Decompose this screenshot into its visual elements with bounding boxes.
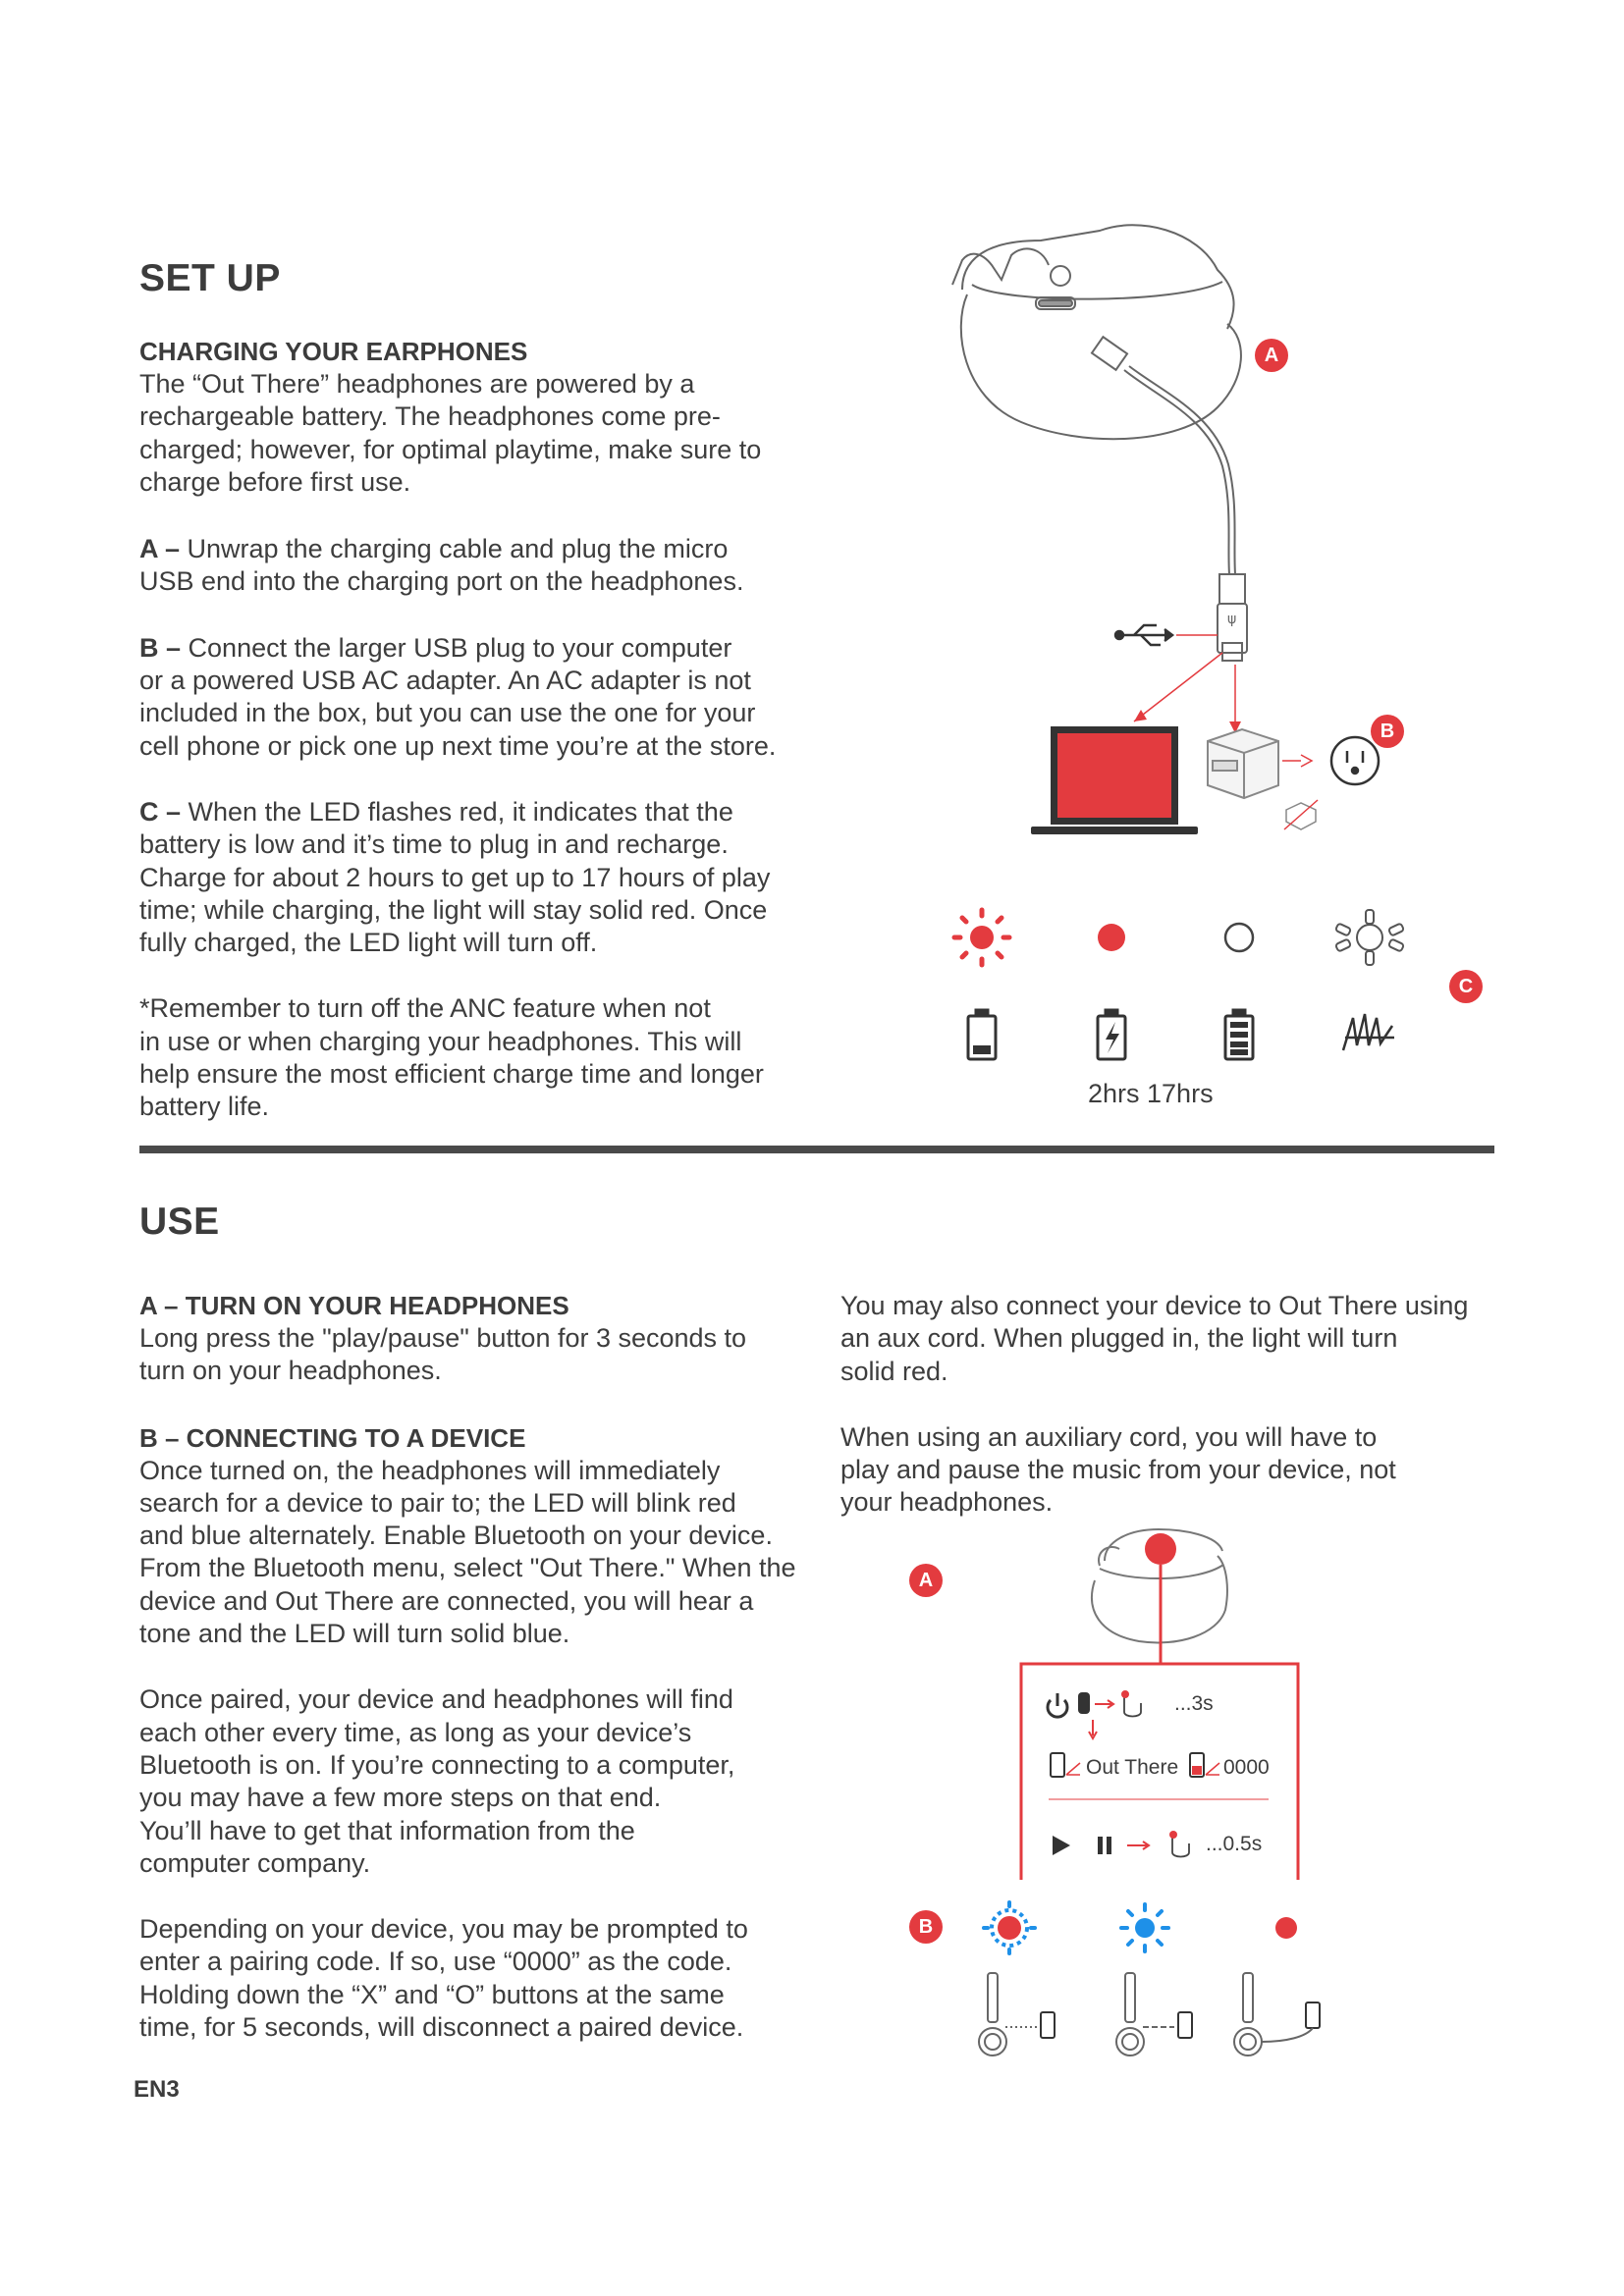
step-b-text: Connect the larger USB plug to your computer or a powered USB AC adapter. An AC adapter is not included in the box, but you can use the one for your cell phone or pick one up next time you’re at the store. [139,632,777,761]
headphone-bluetooth-searching-icon [979,1973,1055,2056]
package-icon [1284,800,1318,829]
power-icon [1048,1693,1067,1717]
pin-code-label: 0000 [1223,1756,1270,1779]
setup-badge-c: C [1449,970,1483,1003]
use-title: USE [139,1201,220,1243]
anc-note: *Remember to turn off the ANC feature when not in use or when charging your headphones. This will help ensure the most efficient charge time and longer battery life. [139,993,764,1122]
power-hold-time: ...3s [1174,1692,1214,1715]
aux-control-text: When using an auxiliary cord, you will have to play and pause the music from your device, not your headphones. [840,1421,1396,1518]
led-blinking-red-blue-icon [984,1902,1035,1953]
step-c-text: When the LED flashes red, it indicates that the battery is low and it’s time to plug in and recharge. Charge for about 2 hours to get up to 17 hours of play time; while charging, the light will stay solid red. Once fully charged, the LED light will turn off. [139,796,771,958]
use-right-column [840,1290,1518,1520]
charging-intro: The “Out There” headphones are powered by a rechargeable battery. The headphones come pre- charged; however, for optimal playtime, make sure to charge before first use. [139,369,762,497]
led-blue-icon [1121,1904,1168,1951]
play-icon [1053,1836,1070,1855]
led-blinking-red-icon [954,910,1009,965]
phone-icon [1190,1753,1204,1777]
step-a-label: A – [139,534,181,564]
usb-symbol-icon [1115,625,1172,645]
connect-text: Once turned on, the headphones will immediately search for a device to pair to; the LED will blink red and blue alternately. Enable Bluetooth on your device. From the Bluetooth menu, select "Out There." When the device and Out There are connected, you will hear a tone and the LED will turn solid blue. [139,1455,796,1649]
headphone-bluetooth-connected-icon [1116,1973,1192,2056]
svg-text:ψ: ψ [1227,612,1237,627]
setup-text-column [139,336,846,1124]
setup-title: SET UP [139,257,281,299]
charging-heading: CHARGING YOUR EARPHONES [139,337,528,366]
step-b-label: B – [139,632,182,663]
aux-text: You may also connect your device to Out There using an aux cord. When plugged in, the light will turn solid red. [840,1291,1469,1386]
turn-on-heading: A – TURN ON YOUR HEADPHONES [139,1291,569,1320]
use-badge-a: A [909,1564,943,1597]
setup-badge-a: A [1255,339,1288,372]
headphone-case-icon [952,225,1241,439]
battery-low-icon [968,1010,996,1059]
led-off-icon [1225,924,1253,951]
usb-cable-icon [1092,337,1247,661]
pause-icon [1098,1837,1111,1854]
pairing-code-text: Depending on your device, you may be prompted to enter a pairing code. If so, use “0000” as the code. Holding down the “X” and “O” buttons at the same time, for 5 seconds, will disconnect a paired device. [139,1914,748,2043]
battery-full-icon [1225,1010,1253,1059]
page-number: EN3 [134,2076,180,2103]
music-wave-icon [1343,1014,1394,1050]
play-pause-button-icon [1145,1533,1176,1565]
paired-text: Once paired, your device and headphones will find each other every time, as long as your device’s Bluetooth is on. If you’re connecting to a computer, you may have a few more steps on that end. You’ll have to get that information from the computer company. [139,1684,735,1878]
phone-icon [1051,1753,1064,1777]
charge-time-caption: 2hrs 17hrs [1088,1079,1214,1108]
laptop-icon [1031,726,1198,834]
charging-illustration [923,211,1512,1124]
connect-heading: B – CONNECTING TO A DEVICE [139,1422,526,1453]
pairing-illustration [884,1522,1434,2071]
ac-adapter-icon [1208,729,1278,798]
use-badge-b: B [909,1910,943,1944]
device-name-label: Out There [1086,1756,1179,1779]
turn-on-text: Long press the "play/pause" button for 3 seconds to turn on your headphones. [139,1323,747,1386]
step-a-text: Unwrap the charging cable and plug the micro USB end into the charging port on the headphones. [139,534,744,597]
led-light-bulb-icon [1335,910,1404,965]
bluetooth-icon [1078,1692,1090,1714]
headphone-aux-cable-icon [1234,1973,1320,2056]
battery-charging-icon [1098,1010,1125,1059]
wall-outlet-icon [1331,737,1379,784]
play-pause-time: ...0.5s [1206,1833,1263,1855]
step-c [139,796,846,959]
use-left-column [139,1290,846,2044]
section-divider [139,1146,1494,1153]
led-solid-red-icon [1275,1917,1297,1939]
step-a [139,533,846,599]
setup-badge-b: B [1371,715,1404,748]
finger-press-icon [1121,1690,1141,1717]
step-b [139,632,846,763]
finger-press-icon [1169,1831,1189,1857]
led-solid-red-icon [1098,924,1125,951]
step-c-label: C – [139,796,182,827]
arrow-to-laptop-icon [1134,653,1222,721]
